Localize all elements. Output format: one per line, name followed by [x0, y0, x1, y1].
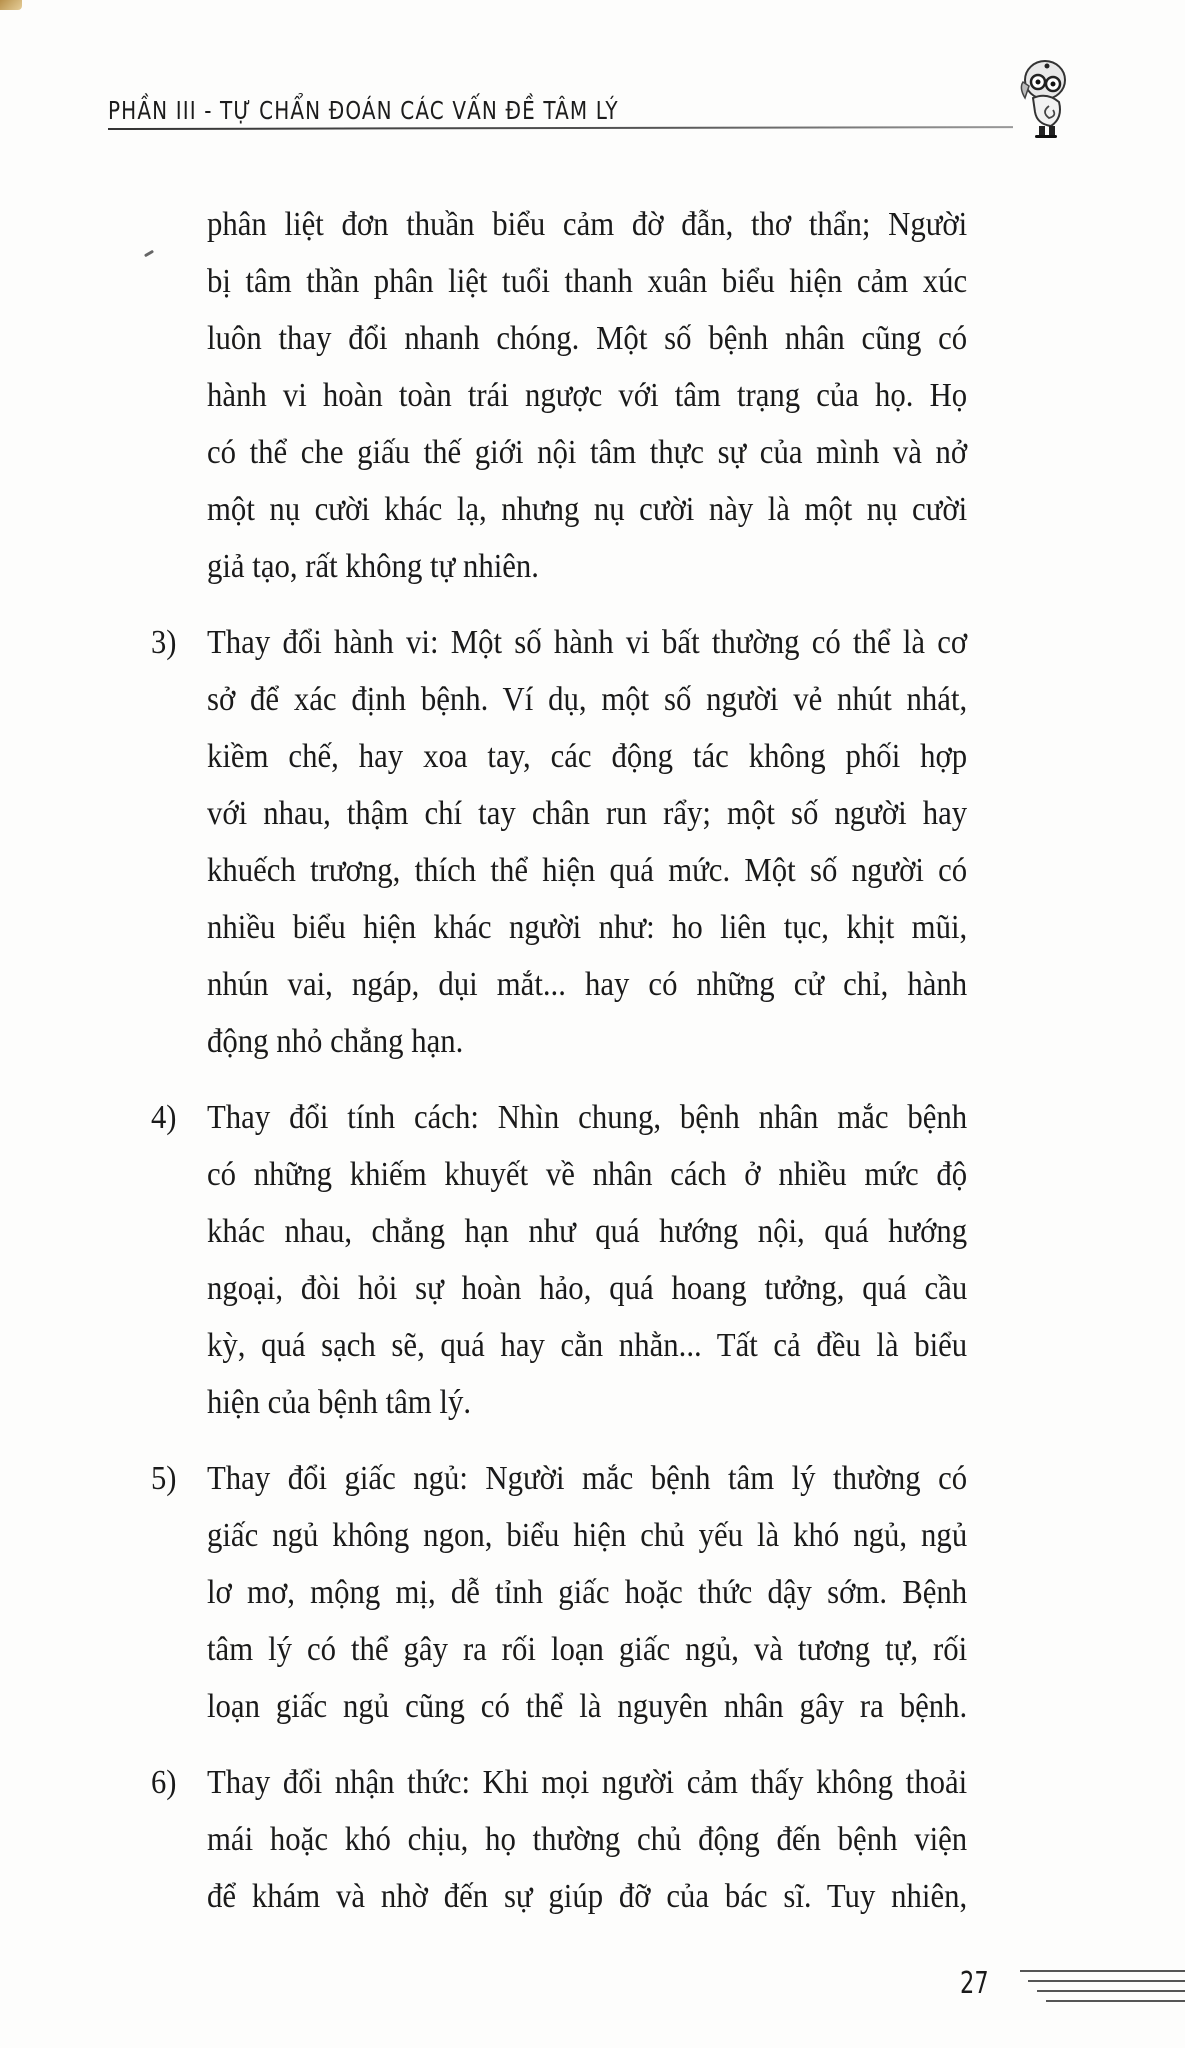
list-item-number: 4) [151, 1099, 177, 1136]
list-item-number: 3) [151, 624, 177, 661]
body-line: hành vi hoàn toàn trái ngược với tâm trạng của họ. Họ [207, 377, 968, 414]
list-item-line: nhún vai, ngáp, dụi mắt... hay có những cử chỉ, hành [207, 966, 968, 1003]
mascot-icon [1005, 58, 1075, 140]
list-item-number: 6) [151, 1764, 177, 1801]
scan-stray-mark [144, 250, 154, 258]
list-item-line: khuếch trương, thích thể hiện quá mức. Một số người có [207, 852, 968, 889]
list-item-line: Thay đổi nhận thức: Khi mọi người cảm thấy không thoải [207, 1764, 968, 1801]
page-number: 27 [960, 1966, 989, 2001]
list-item-line: động nhỏ chẳng hạn. [207, 1023, 464, 1060]
list-item-line: hiện của bệnh tâm lý. [207, 1384, 472, 1421]
list-item-line: có những khiếm khuyết về nhân cách ở nhiều mức độ [207, 1156, 968, 1193]
list-item-line: sở để xác định bệnh. Ví dụ, một số người vẻ nhút nhát, [207, 681, 968, 718]
list-item-line: Thay đổi giấc ngủ: Người mắc bệnh tâm lý thường có [207, 1460, 968, 1497]
scan-corner-artifact [0, 0, 22, 10]
list-item-line: kiềm chế, hay xoa tay, các động tác không phối hợp [207, 738, 968, 775]
body-line: bị tâm thần phân liệt tuổi thanh xuân biểu hiện cảm xúc [207, 263, 968, 300]
list-item-line: lơ mơ, mộng mị, dễ tỉnh giấc hoặc thức dậy sớm. Bệnh [207, 1574, 968, 1611]
page-footer [960, 1960, 1185, 2010]
list-item-line: Thay đổi tính cách: Nhìn chung, bệnh nhân mắc bệnh [207, 1099, 968, 1136]
running-header [108, 90, 1068, 130]
list-item-line: giấc ngủ không ngon, biểu hiện chủ yếu là khó ngủ, ngủ [207, 1517, 968, 1554]
list-item-line: loạn giấc ngủ cũng có thể là nguyên nhân gây ra bệnh. [207, 1688, 968, 1725]
body-line: luôn thay đổi nhanh chóng. Một số bệnh nhân cũng có [207, 320, 968, 357]
body-line: phân liệt đơn thuần biểu cảm đờ đẫn, thơ thẩn; Người [207, 206, 968, 243]
header-rule [108, 126, 1013, 130]
list-item-line: tâm lý có thể gây ra rối loạn giấc ngủ, và tương tự, rối [207, 1631, 968, 1668]
list-item-line: nhiều biểu hiện khác người như: ho liên tục, khịt mũi, [207, 909, 968, 946]
chapter-title: PHẦN III - TỰ CHẨN ĐOÁN CÁC VẤN ĐỀ TÂM LÝ [108, 96, 619, 125]
list-item-line: để khám và nhờ đến sự giúp đỡ của bác sĩ. Tuy nhiên, [207, 1878, 968, 1915]
body-line: giả tạo, rất không tự nhiên. [207, 548, 540, 585]
list-item-line: Thay đổi hành vi: Một số hành vi bất thường có thể là cơ [207, 624, 968, 661]
list-item-line: ngoại, đòi hỏi sự hoàn hảo, quá hoang tưởng, quá cầu [207, 1270, 968, 1307]
body-line: có thể che giấu thế giới nội tâm thực sự của mình và nở [207, 434, 968, 471]
list-item-line: với nhau, thậm chí tay chân run rẩy; một số người hay [207, 795, 968, 832]
list-item-line: khác nhau, chẳng hạn như quá hướng nội, quá hướng [207, 1213, 968, 1250]
body-line: một nụ cười khác lạ, nhưng nụ cười này là một nụ cười [207, 491, 968, 528]
list-item-line: mái hoặc khó chịu, họ thường chủ động đến bệnh viện [207, 1821, 968, 1858]
list-item-number: 5) [151, 1460, 177, 1497]
list-item-line: kỳ, quá sạch sẽ, quá hay cằn nhằn... Tất cả đều là biểu [207, 1327, 968, 1364]
